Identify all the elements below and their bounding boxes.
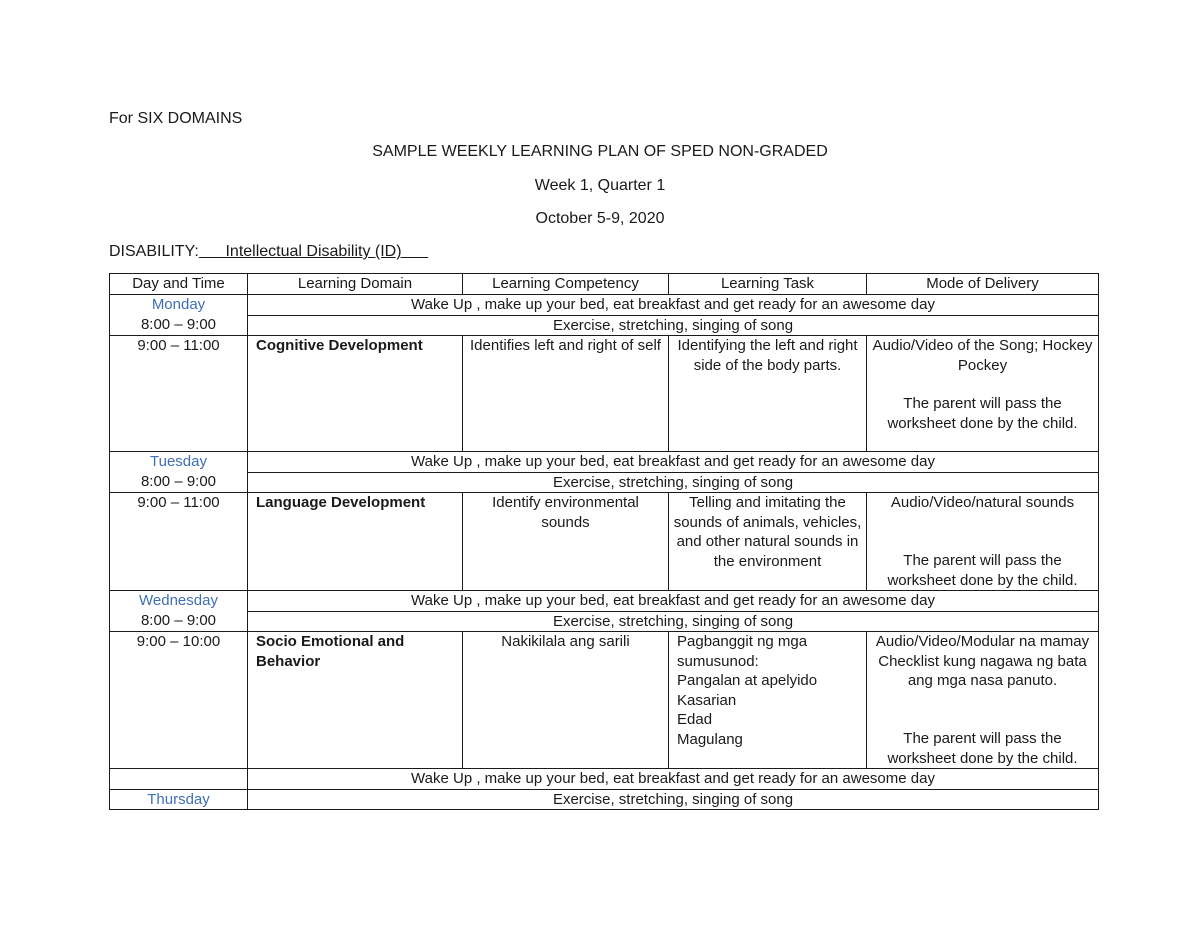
routine-wake: Wake Up , make up your bed, eat breakfast and get ready for an awesome day: [248, 769, 1099, 790]
table-row: [110, 591, 1099, 612]
mode-of-delivery: Audio/Video/Modular na mamay Checklist kung nagawa ng bata ang mga nasa panuto. The parent will pass the worksheet done by the child.: [867, 632, 1099, 769]
disability-line: [109, 242, 428, 262]
task-line: Pagbanggit ng mga sumusunod:: [677, 633, 808, 670]
routine-wake: Wake Up , make up your bed, eat breakfast and get ready for an awesome day: [248, 591, 1099, 612]
time-cell: 9:00 – 11:00: [110, 493, 248, 591]
document-title: SAMPLE WEEKLY LEARNING PLAN OF SPED NON-GRADED: [372, 143, 828, 160]
day-time-cell: [110, 789, 248, 810]
column-header: Day and Time: [110, 274, 248, 295]
time-cell: 9:00 – 10:00: [110, 632, 248, 769]
table-row: [110, 632, 1099, 769]
learning-domain: Language Development: [248, 493, 463, 591]
day-tuesday: Tuesday: [150, 453, 207, 470]
table-header-row: [110, 274, 1099, 295]
routine-wake: Wake Up , make up your bed, eat breakfast and get ready for an awesome day: [248, 452, 1099, 473]
day-monday: Monday: [151, 296, 206, 313]
day-time-cell: Wednesday 8:00 – 9:00: [110, 591, 248, 632]
mode-of-delivery: Audio/Video/natural sounds The parent will pass the worksheet done by the child.: [867, 493, 1099, 591]
table-row: [110, 472, 1099, 493]
task-line: Pangalan at apelyido: [677, 672, 818, 689]
routine-exercise: Exercise, stretching, singing of song: [248, 315, 1099, 336]
table-row: [110, 315, 1099, 336]
learning-task: Telling and imitating the sounds of animals, vehicles, and other natural sounds in the environment: [669, 493, 867, 591]
learning-task: Identifying the left and right side of the body parts.: [669, 336, 867, 452]
learning-competency: Nakikilala ang sarili: [463, 632, 669, 769]
column-header: Learning Competency: [463, 274, 669, 295]
day-time-cell: Tuesday 8:00 – 9:00: [110, 452, 248, 493]
table-row: [110, 295, 1099, 316]
day-time-cell: Monday 8:00 – 9:00: [110, 295, 248, 336]
learning-competency: Identify environmental sounds: [463, 493, 669, 591]
routine-exercise: Exercise, stretching, singing of song: [248, 472, 1099, 493]
time-cell: 9:00 – 11:00: [110, 336, 248, 452]
mode-of-delivery: Audio/Video of the Song; Hockey Pockey The parent will pass the worksheet done by the child.: [867, 336, 1099, 452]
table-row: [110, 769, 1099, 790]
disability-value: Intellectual Disability (ID): [225, 243, 402, 260]
task-line: Kasarian: [677, 691, 737, 709]
learning-competency: Identifies left and right of self: [463, 336, 669, 452]
week-quarter: Week 1, Quarter 1: [534, 177, 666, 194]
routine-exercise: Exercise, stretching, singing of song: [248, 611, 1099, 632]
day-thursday: Thursday: [147, 790, 210, 808]
date-range: October 5-9, 2020: [535, 210, 665, 227]
day-wednesday: Wednesday: [139, 592, 218, 609]
table-row: [110, 452, 1099, 473]
routine-exercise: Exercise, stretching, singing of song: [248, 789, 1099, 810]
learning-domain: Cognitive Development: [248, 336, 463, 452]
disability-label: DISABILITY:: [109, 243, 199, 260]
learning-task: [669, 632, 867, 769]
table-row: [110, 611, 1099, 632]
routine-wake: Wake Up , make up your bed, eat breakfast and get ready for an awesome day: [248, 295, 1099, 316]
column-header: Learning Domain: [248, 274, 463, 295]
column-header: Mode of Delivery: [867, 274, 1099, 295]
task-line: Edad: [677, 711, 713, 728]
learning-domain: Socio Emotional and Behavior: [248, 632, 463, 769]
table-row: [110, 493, 1099, 591]
table-row: [110, 789, 1099, 810]
column-header: Learning Task: [669, 274, 867, 295]
day-time-cell: [110, 769, 248, 790]
top-label: For SIX DOMAINS: [109, 110, 243, 127]
task-line: Magulang: [677, 730, 743, 748]
table-row: [110, 336, 1099, 452]
learning-plan-table: [109, 273, 1099, 810]
